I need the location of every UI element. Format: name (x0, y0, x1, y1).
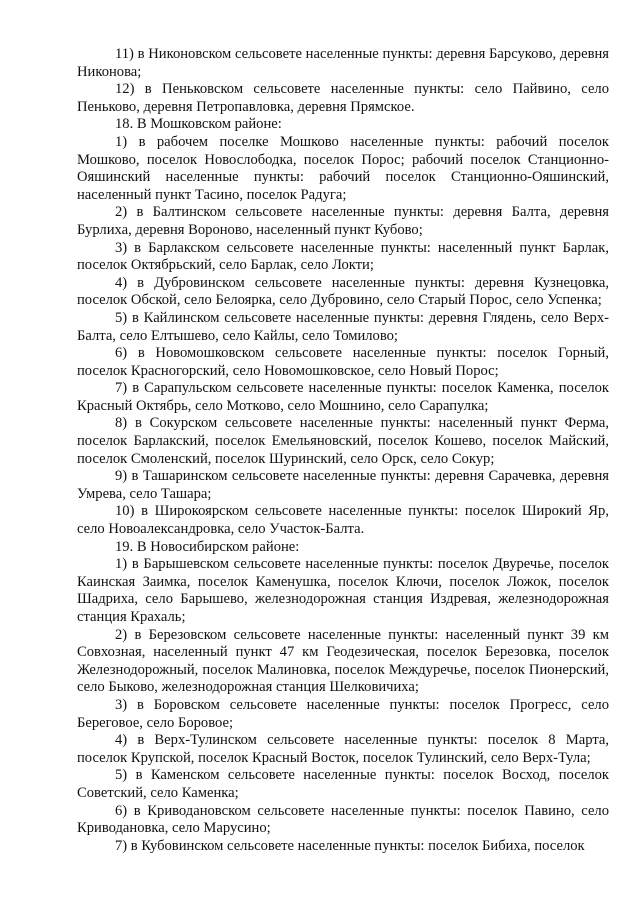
paragraph: 7) в Сарапульском сельсовете населенные пункты: поселок Каменка, поселок Красный Октябрь, село Мотково, село Мошнино, село Сарапулка; (77, 380, 609, 414)
paragraph: 3) в Боровском сельсовете населенные пункты: поселок Прогресс, село Береговое, село Боровое; (77, 696, 609, 731)
paragraph: 6) в Криводановском сельсовете населенные пункты: поселок Павино, село Криводановка, село Марусино; (77, 802, 609, 837)
paragraph: 5) в Каменском сельсовете населенные пункты: поселок Восход, поселок Советский, село Каменка; (77, 767, 609, 801)
paragraph: 6) в Новомошковском сельсовете населенные пункты: поселок Горный, поселок Красногорский, село Новомошковское, село Новый Порос; (77, 345, 609, 379)
paragraph: 5) в Кайлинском сельсовете населенные пункты: деревня Глядень, село Верх-Балта, село Елтышево, село Кайлы, село Томилово; (77, 309, 609, 344)
paragraph: 1) в Барышевском сельсовете населенные пункты: поселок Двуречье, поселок Каинская Заимка, поселок Каменушка, поселок Ключи, поселок Ложок, поселок Шадриха, село Барышево, железнодорожная станция Издревая, железнодорожная станция Крахаль; (77, 556, 609, 625)
section-heading: 18. В Мошковском районе: (115, 116, 282, 133)
paragraph: 4) в Верх-Тулинском сельсовете населенные пункты: поселок 8 Марта, поселок Крупской, поселок Красный Восток, поселок Тулинский, село Верх-Тула; (77, 732, 609, 766)
paragraph: 11) в Никоновском сельсовете населенные пункты: деревня Барсуково, деревня Никонова; (77, 46, 609, 80)
paragraph: 8) в Сокурском сельсовете населенные пункты: населенный пункт Ферма, поселок Барлакский, поселок Емельяновский, поселок Кошево, поселок Майский, поселок Смоленский, поселок Шуринский, село Орск, село Сокур; (77, 415, 609, 467)
paragraph: 2) в Балтинском сельсовете населенные пункты: деревня Балта, деревня Бурлиха, деревня Вороново, населенный пункт Кубово; (77, 204, 609, 238)
document-page (77, 46, 609, 855)
paragraph: 1) в рабочем поселке Мошково населенные пункты: рабочий поселок Мошково, поселок Новослободка, поселок Порос; рабочий поселок Станционно-Ояшинский населенные пункты: рабочий поселок Станционно-Ояшинский, населенный пункт Тасино, поселок Радуга; (77, 133, 609, 203)
paragraph: 10) в Широкоярском сельсовете населенные пункты: поселок Широкий Яр, село Новоалександровка, село Участок-Балта. (77, 503, 609, 538)
paragraph: 12) в Пеньковском сельсовете населенные пункты: село Пайвино, село Пеньково, деревня Петропавловка, деревня Прямское. (77, 81, 609, 115)
section-heading: 19. В Новосибирском районе: (115, 538, 300, 555)
paragraph: 9) в Ташаринском сельсовете населенные пункты: деревня Сарачевка, деревня Умрева, село Ташара; (77, 468, 609, 502)
paragraph: 4) в Дубровинском сельсовете населенные пункты: деревня Кузнецовка, поселок Обской, село Белоярка, село Дубровино, село Старый Порос, село Успенка; (77, 274, 609, 309)
paragraph: 3) в Барлакском сельсовете населенные пункты: населенный пункт Барлак, поселок Октябрьский, село Барлак, село Локти; (77, 239, 609, 274)
paragraph: 7) в Кубовинском сельсовете населенные пункты: поселок Бибиха, поселок (115, 837, 585, 854)
paragraph: 2) в Березовском сельсовете населенные пункты: населенный пункт 39 км Совхозная, населенный пункт 47 км Геодезическая, поселок Березовка, поселок Железнодорожный, поселок Малиновка, поселок Междуречье, поселок Пионерский, село Быково, железнодорожная станция Шелковичиха; (77, 626, 609, 696)
